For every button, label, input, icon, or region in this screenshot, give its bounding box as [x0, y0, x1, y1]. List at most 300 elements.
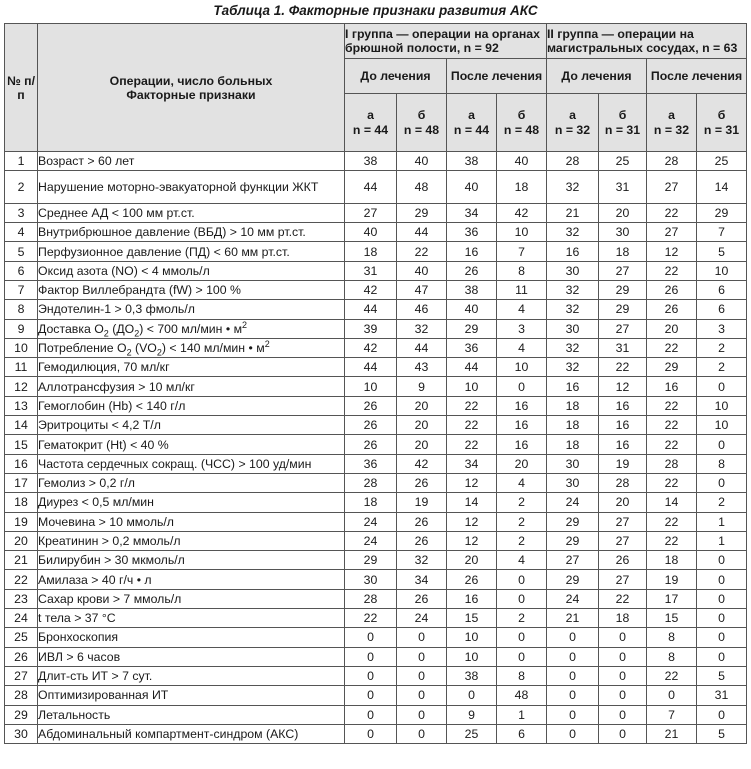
row-number: 29 [5, 705, 38, 724]
row-number: 7 [5, 280, 38, 299]
table-row [5, 724, 747, 743]
value-cell: 18 [547, 416, 599, 435]
table-row [5, 589, 747, 608]
value-cell: 12 [447, 531, 497, 550]
value-cell: 0 [497, 589, 547, 608]
table-row [5, 686, 747, 705]
value-cell: 40 [397, 152, 447, 171]
value-cell: 44 [447, 358, 497, 377]
value-cell: 27 [599, 570, 647, 589]
value-cell: 40 [447, 171, 497, 204]
value-cell: 16 [547, 242, 599, 261]
factor-label: Возраст > 60 лет [38, 152, 345, 171]
subcol-n: n = 44 [352, 122, 389, 137]
value-cell: 26 [397, 512, 447, 531]
table-row [5, 705, 747, 724]
value-cell: 0 [497, 628, 547, 647]
value-cell: 24 [397, 609, 447, 628]
value-cell: 44 [345, 171, 397, 204]
value-cell: 0 [697, 609, 747, 628]
factor-label: Длит-сть ИТ > 7 сут. [38, 666, 345, 685]
table-row [5, 512, 747, 531]
value-cell: 4 [497, 300, 547, 319]
value-cell: 0 [599, 647, 647, 666]
factor-label: Амилаза > 40 г/ч • л [38, 570, 345, 589]
factor-label: Аллотрансфузия > 10 мл/кг [38, 377, 345, 396]
subcol-n: n = 31 [604, 122, 641, 137]
factor-label: t тела > 37 °C [38, 609, 345, 628]
subcol-letter: б [618, 107, 627, 122]
value-cell: 18 [547, 435, 599, 454]
value-cell: 10 [447, 647, 497, 666]
factor-label: Гематокрит (Ht) < 40 % [38, 435, 345, 454]
value-cell: 29 [447, 319, 497, 338]
value-cell: 28 [599, 473, 647, 492]
value-cell: 31 [697, 686, 747, 705]
value-cell: 18 [647, 551, 697, 570]
value-cell: 22 [599, 358, 647, 377]
value-cell: 27 [647, 171, 697, 204]
value-cell: 10 [345, 377, 397, 396]
table-row [5, 454, 747, 473]
value-cell: 0 [547, 724, 599, 743]
value-cell: 8 [497, 261, 547, 280]
value-cell: 0 [397, 647, 447, 666]
table-row [5, 171, 747, 204]
factor-label: Эндотелин-1 > 0,3 фмоль/л [38, 300, 345, 319]
value-cell: 3 [497, 319, 547, 338]
row-number: 27 [5, 666, 38, 685]
value-cell: 26 [345, 435, 397, 454]
header-g2-before: До лечения [547, 59, 647, 94]
value-cell: 16 [599, 435, 647, 454]
value-cell: 10 [497, 358, 547, 377]
factor-label: Среднее АД < 100 мм рт.ст. [38, 203, 345, 222]
value-cell: 39 [345, 319, 397, 338]
value-cell: 34 [397, 570, 447, 589]
row-number: 9 [5, 319, 38, 338]
value-cell: 34 [447, 203, 497, 222]
row-number: 3 [5, 203, 38, 222]
value-cell: 0 [599, 628, 647, 647]
header-subcol [397, 94, 447, 152]
table-row [5, 152, 747, 171]
factor-label: Гемолиз > 0,2 г/л [38, 473, 345, 492]
row-number: 11 [5, 358, 38, 377]
value-cell: 29 [547, 570, 599, 589]
value-cell: 22 [647, 203, 697, 222]
row-number: 8 [5, 300, 38, 319]
value-cell: 0 [697, 647, 747, 666]
header-operations-factors [38, 24, 345, 152]
value-cell: 27 [599, 319, 647, 338]
table-row [5, 396, 747, 415]
value-cell: 30 [599, 223, 647, 242]
value-cell: 21 [547, 609, 599, 628]
row-number: 13 [5, 396, 38, 415]
value-cell: 22 [397, 242, 447, 261]
factor-label: Мочевина > 10 ммоль/л [38, 512, 345, 531]
value-cell: 0 [345, 705, 397, 724]
value-cell: 32 [547, 171, 599, 204]
value-cell: 27 [547, 551, 599, 570]
value-cell: 0 [497, 377, 547, 396]
value-cell: 16 [599, 396, 647, 415]
header-subcol [345, 94, 397, 152]
value-cell: 29 [599, 280, 647, 299]
header-operations-label: Операции, число больных [109, 73, 273, 88]
value-cell: 0 [599, 724, 647, 743]
value-cell: 5 [697, 242, 747, 261]
value-cell: 0 [345, 628, 397, 647]
row-number: 23 [5, 589, 38, 608]
header-group-2: II группа — операции на магистральных сосудах, n = 63 [547, 24, 747, 59]
factor-label: Частота сердечных сокращ. (ЧСС) > 100 уд/мин [38, 454, 345, 473]
value-cell: 22 [447, 435, 497, 454]
value-cell: 10 [447, 377, 497, 396]
header-subcol [647, 94, 697, 152]
value-cell: 31 [599, 338, 647, 357]
value-cell: 0 [547, 686, 599, 705]
value-cell: 16 [647, 377, 697, 396]
value-cell: 0 [697, 473, 747, 492]
row-number: 14 [5, 416, 38, 435]
value-cell: 9 [447, 705, 497, 724]
table-row [5, 473, 747, 492]
table-row [5, 666, 747, 685]
value-cell: 0 [345, 686, 397, 705]
value-cell: 44 [397, 223, 447, 242]
factor-label: Гемодилюция, 70 мл/кг [38, 358, 345, 377]
value-cell: 22 [647, 396, 697, 415]
value-cell: 0 [345, 647, 397, 666]
factor-label: Летальность [38, 705, 345, 724]
value-cell: 42 [497, 203, 547, 222]
value-cell: 0 [599, 666, 647, 685]
value-cell: 0 [497, 570, 547, 589]
subcol-n: n = 48 [503, 122, 540, 137]
value-cell: 27 [599, 261, 647, 280]
value-cell: 40 [447, 300, 497, 319]
value-cell: 36 [447, 223, 497, 242]
value-cell: 10 [697, 396, 747, 415]
table-row [5, 570, 747, 589]
value-cell: 8 [497, 666, 547, 685]
row-number: 1 [5, 152, 38, 171]
value-cell: 19 [599, 454, 647, 473]
value-cell: 22 [647, 531, 697, 550]
value-cell: 22 [345, 609, 397, 628]
value-cell: 15 [647, 609, 697, 628]
value-cell: 2 [497, 512, 547, 531]
row-number: 28 [5, 686, 38, 705]
subcol-n: n = 44 [453, 122, 490, 137]
value-cell: 16 [547, 377, 599, 396]
table-caption: Таблица 1. Факторные признаки развития АКС [213, 3, 538, 18]
value-cell: 32 [547, 223, 599, 242]
value-cell: 7 [497, 242, 547, 261]
value-cell: 14 [647, 493, 697, 512]
value-cell: 48 [497, 686, 547, 705]
value-cell: 28 [647, 454, 697, 473]
value-cell: 26 [647, 300, 697, 319]
header-subcol [547, 94, 599, 152]
row-number: 4 [5, 223, 38, 242]
value-cell: 0 [547, 647, 599, 666]
value-cell: 22 [447, 416, 497, 435]
subcol-letter: б [417, 107, 426, 122]
value-cell: 2 [697, 493, 747, 512]
factor-label: Диурез < 0,5 мл/мин [38, 493, 345, 512]
value-cell: 12 [447, 512, 497, 531]
value-cell: 30 [547, 454, 599, 473]
value-cell: 26 [397, 531, 447, 550]
value-cell: 44 [345, 358, 397, 377]
value-cell: 32 [547, 300, 599, 319]
table-row [5, 280, 747, 299]
value-cell: 24 [547, 493, 599, 512]
value-cell: 32 [547, 280, 599, 299]
header-g1-after: После лечения [447, 59, 547, 94]
value-cell: 0 [697, 551, 747, 570]
value-cell: 22 [647, 416, 697, 435]
value-cell: 26 [599, 551, 647, 570]
value-cell: 14 [447, 493, 497, 512]
row-number: 16 [5, 454, 38, 473]
value-cell: 16 [599, 416, 647, 435]
table-row [5, 435, 747, 454]
value-cell: 46 [397, 300, 447, 319]
value-cell: 30 [547, 261, 599, 280]
value-cell: 2 [497, 531, 547, 550]
value-cell: 0 [697, 628, 747, 647]
value-cell: 40 [497, 152, 547, 171]
value-cell: 20 [447, 551, 497, 570]
header-subcol [497, 94, 547, 152]
value-cell: 31 [345, 261, 397, 280]
value-cell: 15 [447, 609, 497, 628]
row-number: 30 [5, 724, 38, 743]
value-cell: 20 [647, 319, 697, 338]
value-cell: 0 [397, 724, 447, 743]
factor-label: Оксид азота (NO) < 4 ммоль/л [38, 261, 345, 280]
value-cell: 0 [547, 628, 599, 647]
value-cell: 26 [345, 396, 397, 415]
value-cell: 20 [599, 203, 647, 222]
value-cell: 16 [447, 589, 497, 608]
value-cell: 22 [647, 666, 697, 685]
factor-label: ИВЛ > 6 часов [38, 647, 345, 666]
value-cell: 16 [497, 416, 547, 435]
factor-label: Оптимизированная ИТ [38, 686, 345, 705]
factor-label: Фактор Виллебрандта (fW) > 100 % [38, 280, 345, 299]
value-cell: 12 [647, 242, 697, 261]
value-cell: 21 [547, 203, 599, 222]
value-cell: 36 [447, 338, 497, 357]
value-cell: 10 [447, 628, 497, 647]
factor-label: Перфузионное давление (ПД) < 60 мм рт.ст. [38, 242, 345, 261]
value-cell: 18 [599, 242, 647, 261]
value-cell: 16 [447, 242, 497, 261]
value-cell: 40 [345, 223, 397, 242]
value-cell: 38 [447, 280, 497, 299]
header-subcol [697, 94, 747, 152]
value-cell: 18 [547, 396, 599, 415]
value-cell: 27 [599, 531, 647, 550]
value-cell: 6 [497, 724, 547, 743]
table-row [5, 551, 747, 570]
value-cell: 0 [697, 377, 747, 396]
value-cell: 28 [345, 473, 397, 492]
factor-label: Сахар крови > 7 ммоль/л [38, 589, 345, 608]
value-cell: 28 [345, 589, 397, 608]
value-cell: 29 [547, 531, 599, 550]
factor-label: Потребление $O_2$ $(VO_2) < 140$ мл/мин • $м^2$ [38, 338, 345, 357]
value-cell: 26 [397, 473, 447, 492]
value-cell: 47 [397, 280, 447, 299]
value-cell: 10 [697, 261, 747, 280]
table-row [5, 628, 747, 647]
value-cell: 21 [647, 724, 697, 743]
value-cell: 22 [647, 473, 697, 492]
value-cell: 42 [345, 338, 397, 357]
table-row [5, 261, 747, 280]
table-row [5, 647, 747, 666]
table-row [5, 338, 747, 357]
value-cell: 11 [497, 280, 547, 299]
value-cell: 43 [397, 358, 447, 377]
value-cell: 10 [497, 223, 547, 242]
value-cell: 26 [397, 589, 447, 608]
table-body [5, 152, 747, 744]
value-cell: 19 [647, 570, 697, 589]
subcol-letter: а [668, 107, 675, 122]
row-number: 25 [5, 628, 38, 647]
row-number: 17 [5, 473, 38, 492]
row-number: 24 [5, 609, 38, 628]
value-cell: 24 [547, 589, 599, 608]
table-header [5, 24, 747, 152]
row-number: 10 [5, 338, 38, 357]
header-group-1: I группа — операции на органах брюшной полости, n = 92 [345, 24, 547, 59]
subcol-n: n = 48 [403, 122, 440, 137]
value-cell: 18 [497, 171, 547, 204]
value-cell: 8 [647, 647, 697, 666]
value-cell: 44 [397, 338, 447, 357]
value-cell: 0 [697, 705, 747, 724]
value-cell: 27 [599, 512, 647, 531]
value-cell: 26 [345, 416, 397, 435]
value-cell: 20 [397, 435, 447, 454]
value-cell: 2 [497, 609, 547, 628]
value-cell: 8 [697, 454, 747, 473]
value-cell: 0 [397, 705, 447, 724]
value-cell: 38 [345, 152, 397, 171]
value-cell: 29 [647, 358, 697, 377]
value-cell: 1 [697, 512, 747, 531]
value-cell: 38 [447, 152, 497, 171]
value-cell: 29 [397, 203, 447, 222]
value-cell: 26 [447, 570, 497, 589]
row-number: 19 [5, 512, 38, 531]
factor-label: Бронхоскопия [38, 628, 345, 647]
value-cell: 28 [547, 152, 599, 171]
table-row [5, 358, 747, 377]
value-cell: 36 [345, 454, 397, 473]
value-cell: 20 [497, 454, 547, 473]
header-subcol [447, 94, 497, 152]
value-cell: 0 [697, 435, 747, 454]
table-row [5, 300, 747, 319]
row-number: 6 [5, 261, 38, 280]
value-cell: 32 [397, 319, 447, 338]
value-cell: 18 [599, 609, 647, 628]
value-cell: 25 [447, 724, 497, 743]
value-cell: 8 [647, 628, 697, 647]
row-number: 18 [5, 493, 38, 512]
value-cell: 32 [397, 551, 447, 570]
value-cell: 6 [697, 300, 747, 319]
value-cell: 0 [599, 705, 647, 724]
table-row [5, 319, 747, 338]
value-cell: 29 [599, 300, 647, 319]
value-cell: 42 [345, 280, 397, 299]
value-cell: 31 [599, 171, 647, 204]
value-cell: 26 [447, 261, 497, 280]
header-g1-before: До лечения [345, 59, 447, 94]
value-cell: 0 [547, 705, 599, 724]
table-row [5, 531, 747, 550]
subcol-n: n = 31 [703, 122, 740, 137]
value-cell: 22 [647, 261, 697, 280]
value-cell: 0 [697, 570, 747, 589]
subcol-n: n = 32 [554, 122, 591, 137]
value-cell: 44 [345, 300, 397, 319]
value-cell: 5 [697, 666, 747, 685]
value-cell: 30 [345, 570, 397, 589]
header-row-number: № п/п [5, 24, 38, 152]
value-cell: 27 [647, 223, 697, 242]
value-cell: 29 [697, 203, 747, 222]
value-cell: 3 [697, 319, 747, 338]
value-cell: 12 [599, 377, 647, 396]
value-cell: 16 [497, 435, 547, 454]
value-cell: 30 [547, 319, 599, 338]
factor-label: Нарушение моторно-эвакуаторной функции ЖКТ [38, 171, 345, 204]
value-cell: 0 [599, 686, 647, 705]
value-cell: 0 [647, 686, 697, 705]
subcol-letter: а [468, 107, 475, 122]
value-cell: 0 [497, 647, 547, 666]
value-cell: 12 [447, 473, 497, 492]
value-cell: 27 [345, 203, 397, 222]
value-cell: 0 [397, 686, 447, 705]
value-cell: 28 [647, 152, 697, 171]
value-cell: 0 [447, 686, 497, 705]
value-cell: 29 [547, 512, 599, 531]
table-row [5, 493, 747, 512]
value-cell: 1 [697, 531, 747, 550]
row-number: 20 [5, 531, 38, 550]
value-cell: 0 [397, 628, 447, 647]
table-row [5, 242, 747, 261]
value-cell: 18 [345, 493, 397, 512]
value-cell: 34 [447, 454, 497, 473]
subcol-n: n = 32 [653, 122, 690, 137]
value-cell: 38 [447, 666, 497, 685]
row-number: 26 [5, 647, 38, 666]
value-cell: 0 [345, 666, 397, 685]
